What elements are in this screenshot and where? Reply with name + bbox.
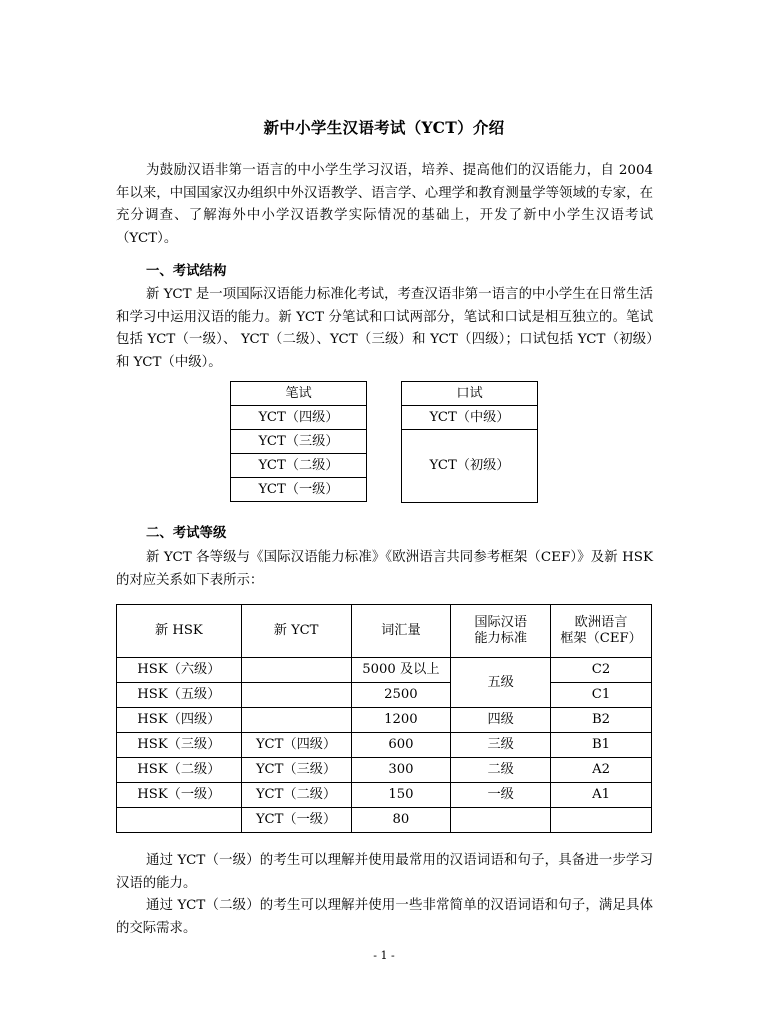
written-exam-table xyxy=(230,381,367,502)
table-row xyxy=(117,683,652,708)
cell-hsk: HSK（三级） xyxy=(117,733,242,758)
cell-yct xyxy=(241,708,351,733)
written-level-cell: YCT（四级） xyxy=(231,406,367,430)
cell-cef: C1 xyxy=(551,683,652,708)
cell-yct: YCT（三级） xyxy=(241,758,351,783)
section-heading-structure: 一、考试结构 xyxy=(146,263,227,279)
header-cell-vocab: 词汇量 xyxy=(351,605,451,658)
header-cell-intl: 国际汉语 能力标准 xyxy=(451,605,551,658)
table-row xyxy=(117,783,652,808)
cell-vocab: 1200 xyxy=(351,708,451,733)
table-row xyxy=(117,708,652,733)
oral-level-cell: YCT（中级） xyxy=(402,406,538,430)
cell-hsk: HSK（四级） xyxy=(117,708,242,733)
cell-hsk: HSK（五级） xyxy=(117,683,242,708)
document-title: 新中小学生汉语考试（YCT）介绍 xyxy=(263,118,505,137)
table-row xyxy=(117,758,652,783)
cell-vocab: 300 xyxy=(351,758,451,783)
structure-paragraph: 新 YCT 是一项国际汉语能力标准化考试，考查汉语非第一语言的中小学生在日常生活和学习中运用汉语的能力。新 YCT 分笔试和口试两部分，笔试和口试是相互独立的。笔试包括 YCT（一级）、 YCT（二级）、YCT（三级）和 YCT（四级）；口试包括 YCT（初级）和 YCT（中级）。 xyxy=(116,287,653,370)
oral-header: 口试 xyxy=(402,382,538,406)
cell-intl xyxy=(451,808,551,833)
cell-intl: 三级 xyxy=(451,733,551,758)
written-level-cell: YCT（三级） xyxy=(231,430,367,454)
cell-cef: B2 xyxy=(551,708,652,733)
written-level-cell: YCT（一级） xyxy=(231,478,367,502)
cell-intl: 四级 xyxy=(451,708,551,733)
cell-yct: YCT（一级） xyxy=(241,808,351,833)
levels-paragraph: 新 YCT 各等级与《国际汉语能力标准》《欧洲语言共同参考框架（CEF）》及新 HSK 的对应关系如下表所示： xyxy=(116,550,653,588)
cell-intl: 一级 xyxy=(451,783,551,808)
cell-intl: 二级 xyxy=(451,758,551,783)
cell-vocab: 80 xyxy=(351,808,451,833)
oral-level-cell: YCT（初级） xyxy=(402,430,538,503)
closing-paragraph-2: 通过 YCT（二级）的考生可以理解并使用一些非常简单的汉语词语和句子，满足具体的交际需求。 xyxy=(116,898,653,936)
cell-vocab: 2500 xyxy=(351,683,451,708)
cell-hsk: HSK（一级） xyxy=(117,783,242,808)
cell-cef: C2 xyxy=(551,658,652,683)
table-header-row xyxy=(117,605,652,658)
cell-yct: YCT（四级） xyxy=(241,733,351,758)
cell-cef: A1 xyxy=(551,783,652,808)
section-heading-levels: 二、考试等级 xyxy=(146,525,227,541)
cell-yct xyxy=(241,658,351,683)
cell-vocab: 600 xyxy=(351,733,451,758)
header-cell-cef: 欧洲语言 框架（CEF） xyxy=(551,605,652,658)
cell-yct xyxy=(241,683,351,708)
cell-yct: YCT（二级） xyxy=(241,783,351,808)
cell-intl-merged: 五级 xyxy=(451,658,551,708)
cell-vocab: 5000 及以上 xyxy=(351,658,451,683)
cell-vocab: 150 xyxy=(351,783,451,808)
closing-paragraph-1: 通过 YCT（一级）的考生可以理解并使用最常用的汉语词语和句子，具备进一步学习汉语的能力。 xyxy=(116,853,653,891)
cell-hsk xyxy=(117,808,242,833)
header-cell-hsk: 新 HSK xyxy=(117,605,242,658)
intro-paragraph: 为鼓励汉语非第一语言的中小学生学习汉语，培养、提高他们的汉语能力，自 2004 年以来，中国国家汉办组织中外汉语教学、语言学、心理学和教育测量学等领域的专家，在充分调查、了解海外中小学汉语教学实际情况的基础上，开发了新中小学生汉语考试（YCT）。 xyxy=(116,163,653,246)
cell-hsk: HSK（六级） xyxy=(117,658,242,683)
cell-hsk: HSK（二级） xyxy=(117,758,242,783)
written-level-cell: YCT（二级） xyxy=(231,454,367,478)
table-row xyxy=(117,808,652,833)
table-row xyxy=(117,658,652,683)
oral-exam-table xyxy=(401,381,538,503)
cell-cef: B1 xyxy=(551,733,652,758)
table-row xyxy=(117,733,652,758)
cell-cef: A2 xyxy=(551,758,652,783)
header-cell-yct: 新 YCT xyxy=(241,605,351,658)
level-correspondence-table xyxy=(116,604,652,833)
cell-cef xyxy=(551,808,652,833)
written-header: 笔试 xyxy=(231,382,367,406)
page-number: - 1 - xyxy=(373,949,395,962)
